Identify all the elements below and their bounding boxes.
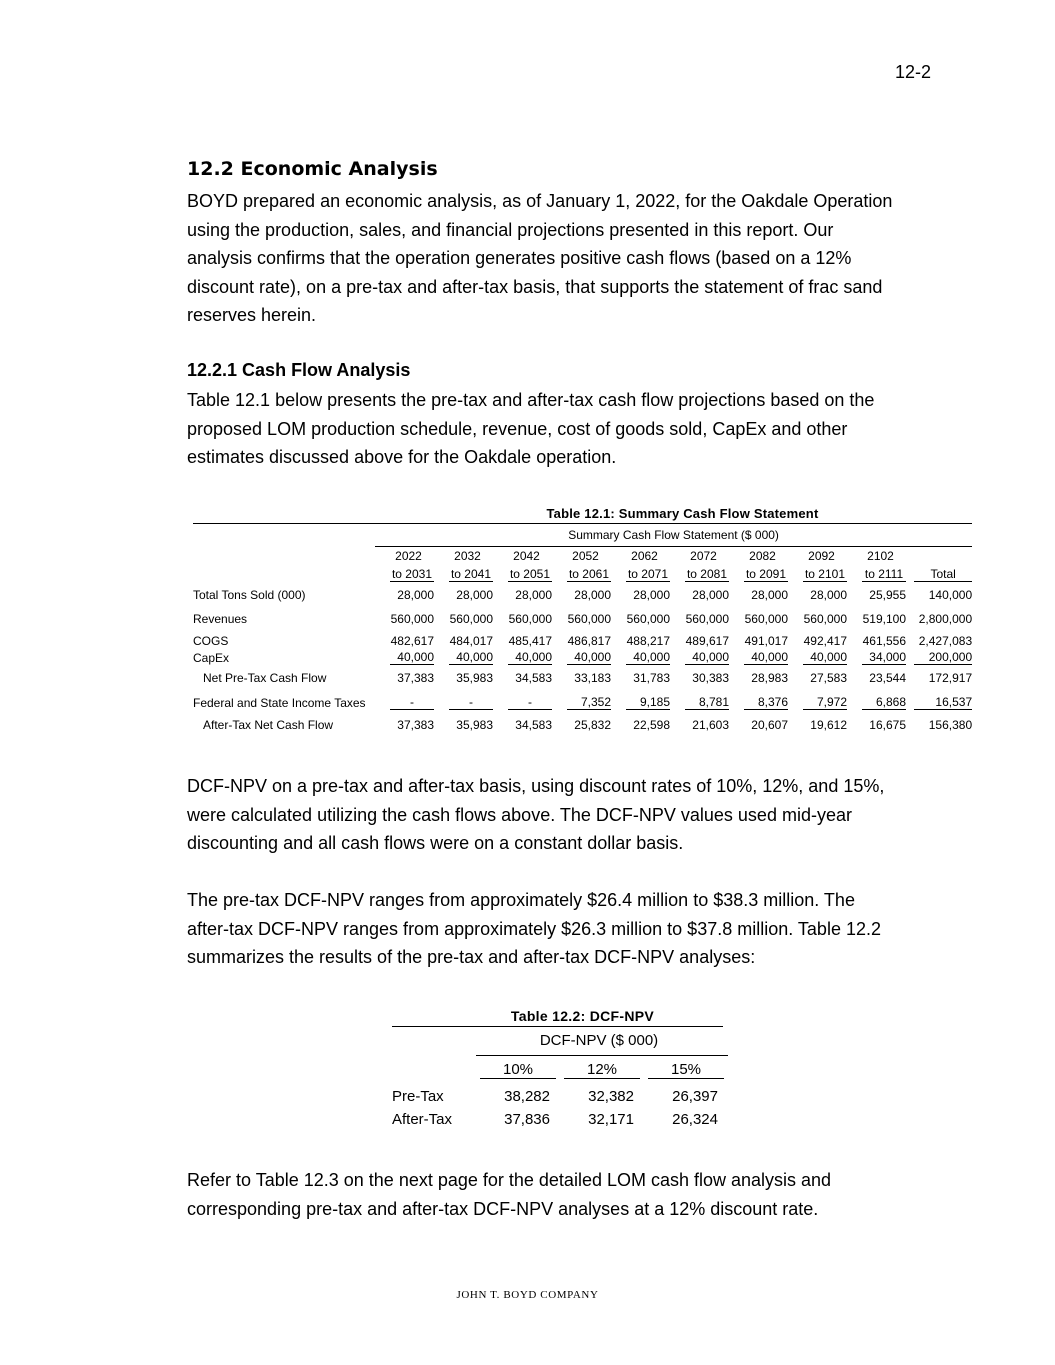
column-header-year: 2072 [690, 549, 717, 564]
dcf-paragraph [187, 772, 947, 858]
cell: 140,000 [928, 587, 973, 602]
table-row [193, 716, 972, 733]
cell: 560,000 [744, 612, 788, 626]
cell: 21,603 [692, 717, 729, 732]
cell: 34,583 [515, 717, 552, 732]
cell: 38,282 [504, 1088, 550, 1105]
text-line: using the production, sales, and financial projections presented in this report. Our [187, 219, 834, 240]
cell: 560,000 [685, 612, 729, 626]
cell: 40,000 [567, 650, 611, 665]
cell: 2,800,000 [918, 612, 973, 626]
cell: 32,171 [588, 1111, 634, 1128]
cell: 28,000 [692, 587, 729, 602]
cell: - [449, 695, 493, 710]
row-label: Total Tons Sold (000) [193, 587, 306, 602]
cell: 40,000 [390, 650, 434, 665]
column-header-range: to 2071 [627, 567, 669, 581]
row-label: After-Tax [392, 1111, 453, 1128]
cell: 484,017 [449, 633, 493, 648]
cell: 560,000 [508, 612, 552, 626]
cell: 26,397 [672, 1088, 718, 1105]
column-header-range: to 2091 [745, 567, 787, 581]
cashflow-paragraph [187, 386, 947, 472]
cell: 560,000 [567, 612, 611, 626]
text-line: BOYD prepared an economic analysis, as of January 1, 2022, for the Oakdale Operation [187, 191, 893, 211]
column-header-range: to 2051 [509, 567, 551, 581]
cell: 492,417 [803, 633, 847, 648]
cell: 40,000 [449, 650, 493, 665]
cell: 28,000 [633, 587, 670, 602]
cell: 20,607 [751, 717, 788, 732]
cell: 491,017 [744, 633, 788, 648]
cell: 28,000 [397, 587, 434, 602]
cell: 19,612 [810, 717, 847, 732]
cell: 30,383 [692, 670, 729, 685]
cell: 28,000 [810, 587, 847, 602]
column-header-year: 2102 [867, 549, 894, 564]
cell: 40,000 [803, 650, 847, 665]
cell: 560,000 [626, 612, 670, 626]
cell: 28,983 [751, 670, 788, 685]
column-header-year: 2032 [454, 549, 481, 564]
column-header-range: to 2031 [391, 567, 433, 581]
cell: 37,383 [397, 670, 434, 685]
column-header-range: to 2041 [450, 567, 492, 581]
text-line: Table 12.1 below presents the pre-tax and after-tax cash flow projections based on the [187, 390, 875, 410]
table-row [193, 632, 972, 649]
cell: 9,185 [626, 695, 670, 710]
cell: 7,352 [567, 695, 611, 710]
text-line: estimates discussed above for the Oakdale operation. [187, 447, 617, 468]
range-paragraph [187, 886, 947, 972]
row-label: After-Tax Net Cash Flow [203, 717, 334, 732]
cell: 488,217 [626, 633, 670, 648]
column-header-year [906, 546, 972, 566]
cell: 7,972 [803, 695, 847, 710]
column-header-year: 2092 [808, 549, 835, 564]
cell: 482,617 [390, 633, 434, 648]
table-row [193, 583, 972, 606]
cell: 34,000 [862, 650, 906, 665]
table-row [193, 649, 972, 666]
cell: 560,000 [803, 612, 847, 626]
text-line: DCF-NPV on a pre-tax and after-tax basis, using discount rates of 10%, 12%, and 15%, [187, 776, 885, 796]
dcf-npv-table [392, 1008, 728, 1131]
cell: 486,817 [567, 633, 611, 648]
cell: 35,983 [456, 717, 493, 732]
text-line: summarizes the results of the pre-tax and after-tax DCF-NPV analyses: [187, 947, 756, 968]
table-row [193, 606, 972, 632]
text-line: Refer to Table 12.3 on the next page for the detailed LOM cash flow analysis and [187, 1170, 832, 1190]
cell: 25,832 [574, 717, 611, 732]
table-row [193, 689, 972, 716]
cell: 34,583 [515, 670, 552, 685]
cell: 172,917 [928, 670, 973, 685]
cell: 200,000 [914, 650, 972, 665]
cell: 40,000 [744, 650, 788, 665]
text-line: discount rate), on a pre-tax and after-tax basis, that supports the statement of frac sand [187, 276, 883, 297]
cell: 519,100 [862, 612, 906, 626]
text-line: proposed LOM production schedule, revenue, cost of goods sold, CapEx and other [187, 418, 848, 439]
cell: - [390, 695, 434, 710]
table-row [193, 666, 972, 689]
text-line: analysis confirms that the operation generates positive cash flows (based on a 12% [187, 248, 852, 269]
column-header-year: 2062 [631, 549, 658, 564]
cell: 28,000 [574, 587, 611, 602]
cell: 31,783 [633, 670, 670, 685]
closing-paragraph [187, 1166, 947, 1223]
cell: 461,556 [862, 633, 906, 648]
text-line: discounting and all cash flows were on a constant dollar basis. [187, 833, 684, 854]
cell: 40,000 [626, 650, 670, 665]
row-label: Pre-Tax [392, 1088, 444, 1105]
cell: 2,427,083 [918, 633, 973, 648]
page-footer: JOHN T. BOYD COMPANY [456, 1289, 599, 1301]
cell: 489,617 [685, 633, 729, 648]
text-line: after-tax DCF-NPV ranges from approximately $26.3 million to $37.8 million. Table 12.2 [187, 918, 881, 939]
column-header-year: 2042 [513, 549, 540, 564]
column-header-range: to 2081 [686, 567, 728, 581]
cell: 40,000 [508, 650, 552, 665]
cell: 23,544 [869, 670, 906, 685]
cell: 485,417 [508, 633, 552, 648]
column-header-year: 2052 [572, 549, 599, 564]
table-title: Table 12.2: DCF-NPV [392, 1008, 723, 1027]
cell: 22,598 [633, 717, 670, 732]
column-header-year: 2082 [749, 549, 776, 564]
row-label: Federal and State Income Taxes [193, 695, 366, 710]
cell: 37,383 [397, 717, 434, 732]
cell: 560,000 [390, 612, 434, 626]
column-header: 12% [564, 1061, 640, 1079]
cell: 156,380 [928, 717, 973, 732]
cell: 16,675 [869, 717, 906, 732]
cell: 28,000 [515, 587, 552, 602]
column-header: 10% [480, 1061, 556, 1079]
cell: 40,000 [685, 650, 729, 665]
column-header-year: 2022 [395, 549, 422, 564]
group-header: Summary Cash Flow Statement ($ 000) [375, 524, 972, 546]
table-title: Table 12.1: Summary Cash Flow Statement [193, 506, 972, 524]
text-line: were calculated utilizing the cash flows above. The DCF-NPV values used mid-year [187, 804, 852, 825]
cell: 35,983 [456, 670, 493, 685]
cell: 16,537 [914, 695, 972, 710]
cell: 26,324 [672, 1111, 718, 1128]
cell: - [508, 695, 552, 710]
column-header-range: Total [914, 567, 972, 582]
table-row [392, 1085, 728, 1108]
table-row [392, 1108, 728, 1131]
cell: 8,781 [685, 695, 729, 710]
section-heading: 12.2 Economic Analysis [187, 158, 438, 180]
row-label: Revenues [193, 612, 248, 626]
summary-cash-flow-table [193, 506, 972, 733]
column-header-range: to 2101 [804, 567, 846, 581]
row-label: COGS [193, 633, 229, 648]
text-line: corresponding pre-tax and after-tax DCF-NPV analyses at a 12% discount rate. [187, 1198, 819, 1219]
cell: 33,183 [574, 670, 611, 685]
cell: 6,868 [862, 695, 906, 710]
cell: 37,836 [504, 1111, 550, 1128]
column-header-range: to 2111 [862, 567, 906, 582]
cell: 25,955 [869, 587, 906, 602]
group-header: DCF-NPV ($ 000) [476, 1027, 728, 1055]
page-number: 12-2 [894, 62, 931, 82]
cell: 27,583 [810, 670, 847, 685]
text-line: The pre-tax DCF-NPV ranges from approximately $26.4 million to $38.3 million. The [187, 890, 855, 910]
intro-paragraph [187, 187, 947, 330]
column-header: 15% [648, 1061, 724, 1079]
row-label: Net Pre-Tax Cash Flow [203, 670, 327, 685]
cell: 560,000 [449, 612, 493, 626]
column-header-range: to 2061 [568, 567, 610, 581]
text-line: reserves herein. [187, 305, 317, 326]
cell: 8,376 [744, 695, 788, 710]
cell: 28,000 [456, 587, 493, 602]
subsection-heading: 12.2.1 Cash Flow Analysis [187, 360, 411, 380]
cell: 28,000 [751, 587, 788, 602]
row-label: CapEx [193, 650, 230, 665]
cell: 32,382 [588, 1088, 634, 1105]
